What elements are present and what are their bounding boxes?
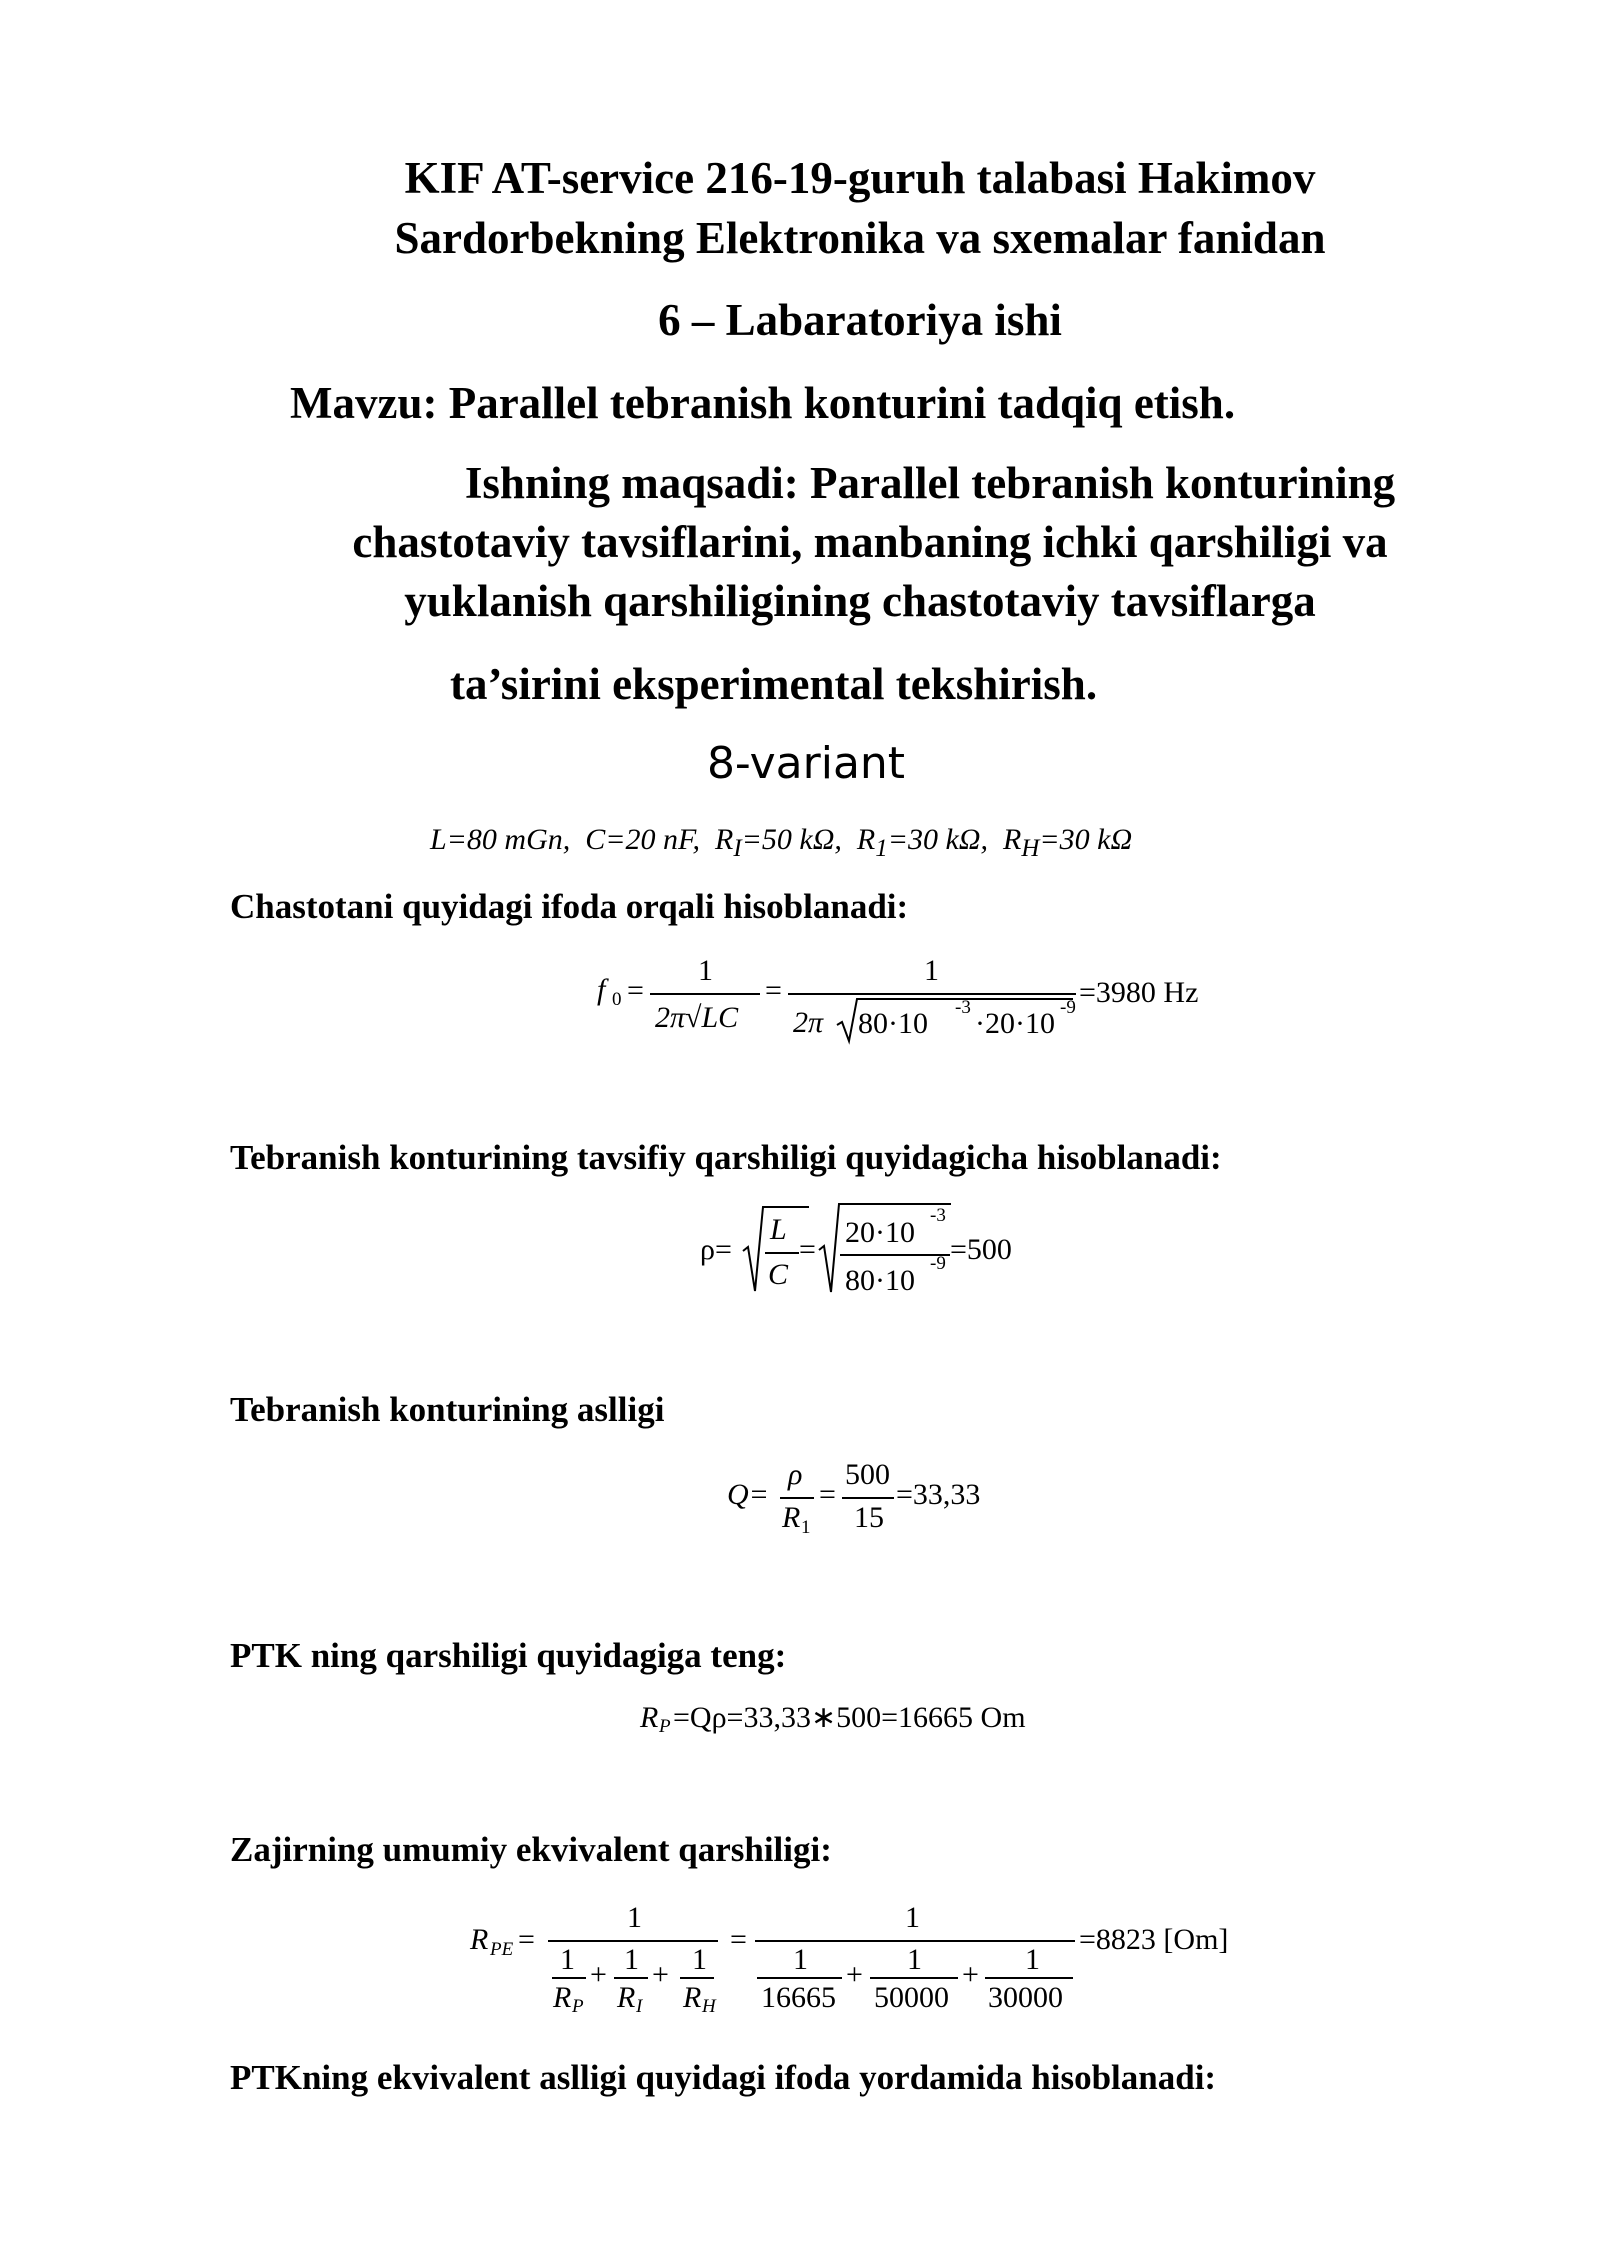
rpe-lhs-sub: PE: [490, 1939, 514, 1960]
rpe-result: =8823 [Om]: [1079, 1923, 1229, 1956]
rpe-num-1: 1: [627, 1901, 642, 1934]
topic: Mavzu: Parallel tebranish konturini tadqiq etish.: [290, 378, 1236, 428]
f0-den-2b: 80·10: [858, 1007, 928, 1040]
f0-eq-2: =: [765, 974, 782, 1007]
aim-line-2: chastotaviy tavsiflarini, manbaning ichki qarshiligi va: [352, 517, 1388, 567]
rpe-rp-sub: P: [572, 1996, 584, 2017]
f0-num-2: 1: [924, 954, 939, 987]
f0-lhs-sub: 0: [612, 989, 622, 1010]
variant-label: 8-variant: [706, 738, 906, 789]
rho-eq: =: [799, 1233, 816, 1266]
rpe-v2-num: 1: [907, 1943, 922, 1976]
lab-title: 6 – Labaratoriya ishi: [658, 295, 1062, 345]
given-L: L=80 mGn: [430, 823, 563, 856]
aim-line-1: Ishning maqsadi: Parallel tebranish konturining: [464, 458, 1396, 508]
q-den-1: R: [782, 1501, 801, 1534]
rho-result: =500: [950, 1233, 1012, 1266]
section-qe: PTKning ekvivalent aslligi quyidagi ifoda yordamida hisoblanadi:: [230, 2058, 1217, 2097]
section-q: Tebranish konturining aslligi: [230, 1390, 665, 1429]
rpe-eq-2: =: [730, 1923, 747, 1956]
rpe-num-2: 1: [905, 1901, 920, 1934]
q-lhs: Q=: [727, 1478, 769, 1511]
given-values: L=80 mGn, C=20 nF, $R_I=50$ kΩ, $R_1=30$ kΩ, $R_H=30$ kΩ: [430, 823, 1133, 862]
q-den-1-sub: 1: [801, 1517, 811, 1538]
rpe-v3: 30000: [988, 1981, 1063, 2014]
rpe-lhs: R: [470, 1923, 489, 1956]
aim-line-3: yuklanish qarshiligining chastotaviy tavsiflarga: [404, 576, 1316, 626]
rpe-eq-1: =: [518, 1923, 535, 1956]
f0-den-2a: 2π: [793, 1006, 824, 1039]
rho-den-2: 80·10: [845, 1264, 915, 1297]
given-RH: $R_H=30$ kΩ: [1003, 823, 1133, 862]
rpe-t1: 1: [560, 1943, 575, 1976]
rp-lhs-sub: P: [659, 1716, 671, 1737]
rpe-ri-sub: I: [636, 1996, 643, 2017]
section-rp: PTK ning qarshiligi quyidagiga teng:: [230, 1636, 787, 1675]
heading-line-1: KIF AT-service 216-19-guruh talabasi Hakimov: [404, 153, 1316, 203]
rpe-v3-num: 1: [1025, 1943, 1040, 1976]
rpe-plus-1: +: [590, 1958, 607, 1991]
q-den-2: 15: [854, 1501, 884, 1534]
f0-num-1: 1: [698, 954, 713, 987]
rp-lhs: R: [640, 1701, 659, 1734]
rpe-v1: 16665: [761, 1981, 836, 2014]
q-num-2: 500: [845, 1458, 890, 1491]
aim-line-4: ta’sirini eksperimental tekshirish.: [450, 659, 1098, 709]
rpe-rh: R: [683, 1981, 702, 2014]
f0-lhs: f: [597, 973, 606, 1006]
heading-line-2: Sardorbekning Elektronika va sxemalar fanidan: [394, 213, 1326, 263]
rpe-plus-3: +: [846, 1958, 863, 1991]
f0-eq-1: =: [627, 974, 644, 1007]
q-num-1: ρ: [788, 1458, 803, 1491]
rho-lhs: ρ=: [700, 1233, 732, 1266]
rpe-plus-2: +: [652, 1958, 669, 1991]
f0-result: =3980 Hz: [1079, 976, 1199, 1009]
rho-num-2-exp: -3: [930, 1205, 946, 1226]
rpe-v1-num: 1: [793, 1943, 808, 1976]
given-R1: $R_1=30$ kΩ: [856, 823, 981, 862]
q-eq: =: [819, 1478, 836, 1511]
rho-den-1: C: [768, 1258, 789, 1291]
f0-den-2b-exp: -3: [955, 997, 971, 1018]
rp-expression: =Qρ=33,33∗500=16665 Om: [673, 1701, 1026, 1734]
given-RI: $R_I=50$ kΩ: [714, 823, 835, 862]
rpe-ri: R: [617, 1981, 636, 2014]
q-result: =33,33: [896, 1478, 981, 1511]
rpe-v2: 50000: [874, 1981, 949, 2014]
rpe-plus-4: +: [962, 1958, 979, 1991]
rpe-t2: 1: [624, 1943, 639, 1976]
given-C: C=20 nF: [585, 823, 693, 856]
rho-den-2-exp: -9: [930, 1253, 946, 1274]
f0-den-2c: ·20·10: [975, 1007, 1055, 1040]
rpe-t3: 1: [692, 1943, 707, 1976]
rho-num-2: 20·10: [845, 1216, 915, 1249]
section-rpe: Zajirning umumiy ekvivalent qarshiligi:: [230, 1830, 832, 1869]
section-frequency: Chastotani quyidagi ifoda orqali hisoblanadi:: [230, 887, 909, 926]
section-rho: Tebranish konturining tavsifiy qarshiligi quyidagicha hisoblanadi:: [230, 1138, 1222, 1177]
rpe-rh-sub: H: [702, 1996, 716, 2017]
rho-num-1: L: [770, 1213, 787, 1246]
f0-den-1: 2π√LC: [655, 1001, 739, 1034]
f0-den-2c-exp: -9: [1060, 997, 1076, 1018]
rpe-rp: R: [553, 1981, 572, 2014]
